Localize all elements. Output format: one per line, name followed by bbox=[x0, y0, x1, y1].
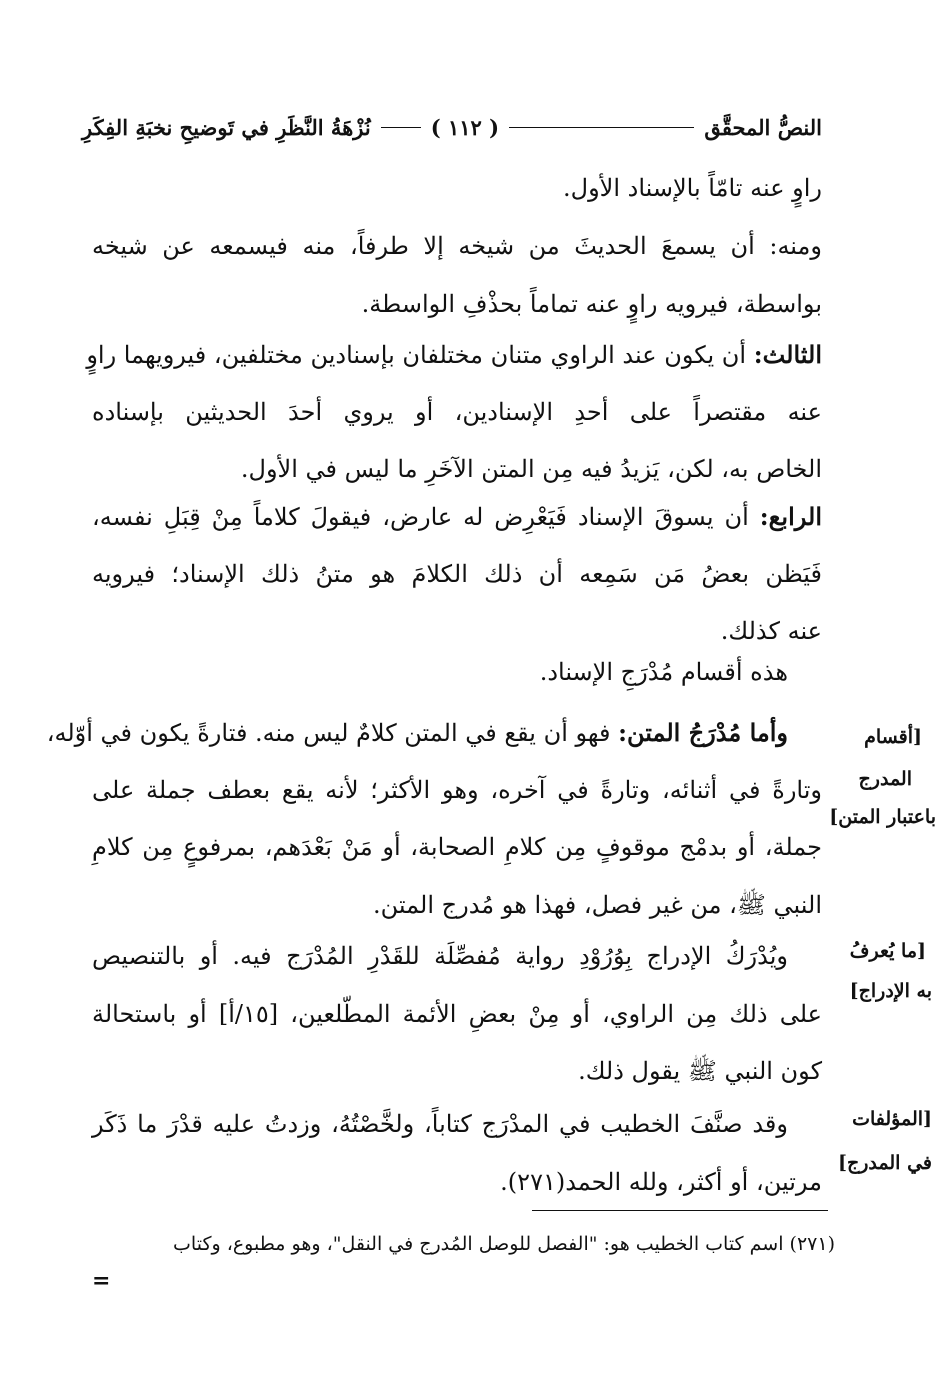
running-header bbox=[82, 104, 822, 150]
margin-note-line: به الإدراج] bbox=[849, 980, 932, 1002]
text-line bbox=[92, 488, 822, 546]
paragraph-idraj-variant bbox=[92, 218, 822, 333]
margin-note-mudraj-types bbox=[829, 720, 936, 834]
margin-note-detection bbox=[850, 934, 932, 1008]
text-line: وقد صنَّفَ الخطيب في المدْرَج كتاباً، ولخَّصْتُهُ، وزدتُ عليه قدْرَ ما ذَكَر bbox=[92, 1110, 788, 1138]
text-line bbox=[86, 326, 822, 384]
footnote-separator bbox=[532, 1210, 828, 1211]
header-section-title: النصُّ المحقَّق bbox=[704, 114, 822, 140]
text-line: عنه كذلك. bbox=[720, 617, 822, 645]
margin-note-line: [المؤلفات bbox=[852, 1108, 932, 1130]
header-rule-right bbox=[509, 127, 694, 128]
text-line: مرتين، أو أكثر، ولله الحمد(٢٧١). bbox=[500, 1167, 822, 1196]
margin-note-line: في المدرج] bbox=[838, 1152, 932, 1174]
text-line: وتارةً في أثنائه، وتارةً في آخره، وهو الأكثر؛ لأنه يقع بعطف جملة على bbox=[92, 775, 822, 804]
margin-note-works bbox=[838, 1102, 932, 1180]
text-line: فَيَظن بعضُ مَن سَمِعه أن ذلك الكلامَ هو متنُ ذلك الإسناد؛ فيرويه bbox=[92, 559, 822, 588]
footnote-continuation-mark: = bbox=[92, 1268, 111, 1294]
paragraph-label: الرابع: bbox=[759, 502, 822, 531]
paragraph-label: وأما مُدْرَجُ المتن: bbox=[618, 718, 788, 747]
text-span: فهو أن يقع في المتن كلامٌ ليس منه. فتارةً يكون في أوّله، bbox=[46, 719, 619, 747]
text-line: الخاص به، لكن، يَزيدُ فيه مِن المتن الآخَرِ ما ليس في الأول. bbox=[240, 455, 822, 483]
margin-note-line: [أقسام bbox=[864, 726, 922, 748]
paragraph-fourth bbox=[92, 488, 822, 661]
text-line: بواسطة، فيرويه راوٍ عنه تماماً بحذْفِ الواسطة. bbox=[361, 289, 822, 318]
paragraph-summary bbox=[92, 644, 822, 702]
page-number: ( ١١٢ ) bbox=[430, 114, 500, 140]
paragraph-detection bbox=[92, 928, 822, 1101]
text-span: أن يسوقَ الإسناد فَيَعْرِض له عارض، فيقولَ كلاماً مِنْ قِبَلِ نفسه، bbox=[92, 503, 760, 531]
paragraph-authors bbox=[92, 1096, 822, 1211]
text-line: النبي ﷺ، من غير فصل، فهذا هو مُدرج المتن. bbox=[373, 890, 822, 919]
paragraph-label: الثالث: bbox=[753, 340, 822, 369]
text-line: راوٍ عنه تامّاً بالإسناد الأول. bbox=[563, 174, 822, 202]
text-line bbox=[46, 704, 822, 762]
margin-note-line: [ما يُعرفُ bbox=[849, 940, 926, 962]
text-line: ويُدْرَكُ الإدراج بِوُرُوْدِ رواية مُفصِّلَة للقَدْرِ المُدْرَج فيه. أو بالتنصيص bbox=[92, 942, 788, 970]
header-rule-left bbox=[381, 127, 421, 128]
header-book-title: نُزْهَةُ النَّظَرِ في تَوضيحِ نخبَةِ الفِكَرِ bbox=[82, 114, 371, 140]
text-line: على ذلك مِن الراوي، أو مِنْ بعضِ الأئمة المطّلعين، [١٥/أ] أو باستحالة bbox=[92, 999, 822, 1028]
paragraph-mudraj-matn bbox=[46, 704, 822, 934]
footnote: (٢٧١) اسم كتاب الخطيب هو: "الفصل للوصل المُدرج في النقل"، وهو مطبوع، وكتاب bbox=[173, 1233, 835, 1255]
text-span: أن يكون عند الراوي متنان مختلفان بإسنادين مختلفين، فيرويهما راوٍ bbox=[86, 341, 754, 369]
paragraph-third bbox=[86, 326, 822, 499]
text-line: جملة، أو بدمْج موقوفٍ مِن كلامِ الصحابة، أو مَنْ بَعْدَهم، بمرفوعٍ مِن كلامِ bbox=[92, 833, 822, 861]
margin-note-line: باعتبار المتن] bbox=[829, 806, 936, 828]
text-line: ومنه: أن يسمعَ الحديثَ من شيخه إلا طرفاً، منه فيسمعه عن شيخه bbox=[92, 232, 822, 260]
text-line: عنه مقتصراً على أحدِ الإسنادين، أو يروي أحدَ الحديثين بإسناده bbox=[92, 397, 822, 426]
margin-note-line: المدرج bbox=[858, 768, 912, 790]
text-line: كون النبي ﷺ يقول ذلك. bbox=[578, 1057, 822, 1085]
text-line: هذه أقسام مُدْرَجِ الإسناد. bbox=[539, 658, 788, 686]
paragraph-continuation bbox=[92, 160, 822, 218]
